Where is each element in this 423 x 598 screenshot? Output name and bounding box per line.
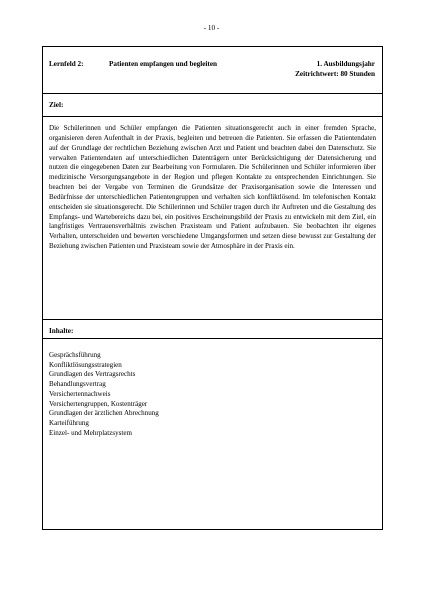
ziel-section bbox=[43, 117, 382, 320]
list-item: Behandlungsvertrag bbox=[49, 380, 106, 389]
header-meta bbox=[295, 60, 375, 79]
list-item: Versichertengruppen, Kostenträger bbox=[49, 399, 148, 408]
page-number: - 10 - bbox=[203, 24, 220, 32]
inhalte-header bbox=[43, 320, 382, 339]
time-guideline: Zeitrichtwert: 80 Stunden bbox=[295, 69, 375, 78]
list-item: Versichertennachweis bbox=[49, 389, 111, 398]
ziel-text: Die Schülerinnen und Schüler empfangen die Patienten situationsgerecht auch in einer fremden Sprache, organisieren deren Aufenthalt in der Praxis, begleiten und betreuen die Patienten. Sie erfassen die Patientendaten auf der Grundlage der rechtlichen Beziehung zwischen Arzt und Patient und beachten dabei den Datenschutz. Sie verwalten Patientendaten auf unterschiedlichen Datenträgern unter Berücksichtigung der Datensicherung und nutzen die eingegebenen Daten zur Bearbeitung von Formularen. Die Schülerinnen und Schüler informieren über medizinische Versorgungsangebote in der Region und pflegen Kontakte zu entsprechenden Einrichtungen. Sie beachten bei der Vergabe von Terminen die Grundsätze der Praxisorganisation sowie die Interessen und Bedürfnisse der unterschiedlichen Patientengruppen und verhalten sich konfliktlösend. Im telefonischen Kontakt entscheiden sie situationsgerecht. Die Schülerinnen und Schüler tragen durch ihr Auftreten und die Gestaltung des Empfangs- und Wartebereichs dazu bei, ein positives Erscheinungsbild der Praxis zu entwickeln mit dem Ziel, ein langfristiges Vertrauensverhältnis zwischen Praxisteam und Patient aufzubauen. Sie beobachten ihr eigenes Verhalten, unterscheiden und bewerten verschiedene Umgangsformen und setzen diese bewusst zur Gestaltung der Beziehung zwischen Patienten und Praxisteam sowie der Atmosphäre in der Praxis ein. bbox=[49, 124, 376, 251]
lernfeld-title: Patienten empfangen und begleiten bbox=[109, 60, 218, 68]
inhalte-section bbox=[43, 339, 382, 529]
inhalte-heading: Inhalte: bbox=[49, 327, 74, 335]
list-item: Einzel- und Mehrplatzsystem bbox=[49, 428, 132, 437]
curriculum-table bbox=[42, 46, 383, 530]
list-item: Gesprächsführung bbox=[49, 351, 101, 359]
list-item: Grundlagen der ärztlichen Abrechnung bbox=[49, 409, 159, 418]
ziel-header bbox=[43, 94, 382, 117]
training-year: 1. Ausbildungsjahr bbox=[316, 60, 375, 68]
list-item: Konfliktlösungsstrategien bbox=[49, 360, 122, 369]
list-item: Karteiführung bbox=[49, 418, 89, 427]
list-item: Grundlagen des Vertragsrechts bbox=[49, 370, 136, 379]
ziel-heading: Ziel: bbox=[49, 101, 64, 109]
table-header bbox=[43, 47, 382, 94]
lernfeld-label: Lernfeld 2: bbox=[49, 60, 84, 68]
